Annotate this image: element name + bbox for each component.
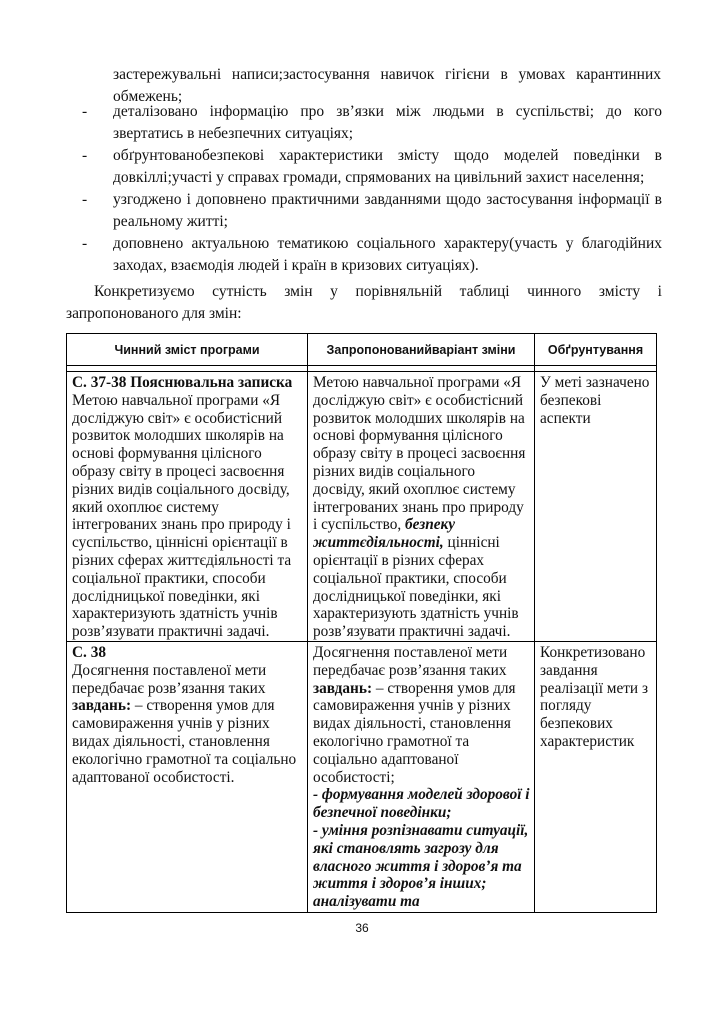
bullet-item [82, 101, 662, 145]
bullet-text: доповнено актуальною тематикою соціального характеру(участь у благодійних заходах, взаємодія людей і країн в кризових ситуаціях). [113, 235, 662, 274]
justification-text: У меті зазначено безпекові аспекти [540, 374, 650, 427]
proposed-addition-2: - уміння розпізнавати ситуації, які становлять загрозу для власного життя і здоров’я та життя і здоров’я інших; аналізувати та [313, 821, 529, 911]
justification-cell [535, 372, 657, 642]
header-proposed-change: Запропонованийваріант зміни [308, 334, 535, 366]
continuation-text: застережувальні написи;застосування навичок гігієни в умовах карантинних обмежень; [113, 66, 661, 105]
section-heading: С. 38 [72, 643, 106, 661]
proposed-text: Метою навчальної програми «Я досліджую світ» є особистісний розвиток молодших школярів на основі формування цілісного образу світу в процесі засвоєння різних видів соціального досвіду, який охоплює систему інтегрованих знань про природу і суспільство, [313, 374, 526, 534]
table-header-row [67, 334, 657, 366]
bullet-dash: - [82, 103, 88, 120]
bullet-text: обґрунтованобезпекові характеристики змісту щодо моделей поведінки в довкіллі;участі у справах громади, спрямованих на цивільний захист населення; [113, 147, 662, 186]
justification-cell [535, 641, 657, 912]
bullet-text: узгоджено і доповнено практичними завданнями щодо застосування інформації в реальному житті; [113, 191, 662, 230]
bullet-dash: - [82, 191, 88, 208]
proposed-text-continued: ціннісні орієнтації в різних сферах соціальної практики, способи дослідницької поведінки, які характеризують здатність учнів розв’язувати практичні задачі. [313, 534, 519, 641]
bullet-item [82, 233, 662, 277]
proposed-change-cell [308, 372, 535, 642]
current-content-text: Досягнення поставленої мети передбачає розв’язання таких [72, 661, 267, 697]
current-content-text-continued: – створення умов для самовираження учнів у різних видах діяльності, становлення екологічно грамотної та соціально адаптованої особистості. [72, 697, 297, 786]
header-current-content: Чинний зміст програми [67, 334, 308, 366]
section-heading: С. 37-38 Пояснювальна записка [72, 374, 293, 391]
header-justification: Обґрунтування [535, 334, 657, 366]
bullet-text: деталізовано інформацію про зв’язки між людьми в суспільстві; до кого звертатись в небезпечних ситуаціях; [113, 103, 662, 142]
proposed-emphasis: безпеку життєдіяльності, [313, 516, 456, 552]
comparison-table [66, 333, 657, 913]
bullet-dash: - [82, 235, 88, 252]
proposed-text: Досягнення поставленої мети передбачає розв’язання таких [313, 643, 508, 679]
current-content-cell [67, 641, 308, 912]
proposed-text-continued: – створення умов для самовираження учнів у різних видах діяльності, становлення екологічно грамотної та соціально адаптованої особистості; [313, 679, 516, 786]
intro-paragraph: Конкретизуємо сутність змін у порівняльній таблиці чинного змісту і запропонованого для змін: [66, 283, 662, 322]
page-number: 36 [355, 921, 369, 935]
tasks-label: завдань: [313, 679, 373, 697]
bullet-item [82, 145, 662, 189]
bullet-list [82, 101, 662, 277]
bullet-dash: - [82, 147, 88, 164]
table-row [67, 641, 657, 912]
table-row [67, 372, 657, 642]
tasks-label: завдань: [72, 697, 132, 715]
justification-text: Конкретизовано завдання реалізації мети з погляду безпекових характеристик [540, 643, 648, 750]
current-content-cell [67, 372, 308, 642]
proposed-change-cell [308, 641, 535, 912]
proposed-addition-1: - формування моделей здорової і безпечної поведінки; [313, 786, 530, 822]
current-content-text: Метою навчальної програми «Я досліджую світ» є особистісний розвиток молодших школярів на основі формування цілісного образу світу в процесі засвоєння різних видів соціального досвіду, який охоплює систему інтегрованих знань про природу і суспільство, ціннісні орієнтації в різних сферах життєдіяльності та соціальної практики, способи дослідницької поведінки, які характеризують здатність учнів розв’язувати практичні задачі. [72, 391, 292, 641]
bullet-item [82, 189, 662, 233]
